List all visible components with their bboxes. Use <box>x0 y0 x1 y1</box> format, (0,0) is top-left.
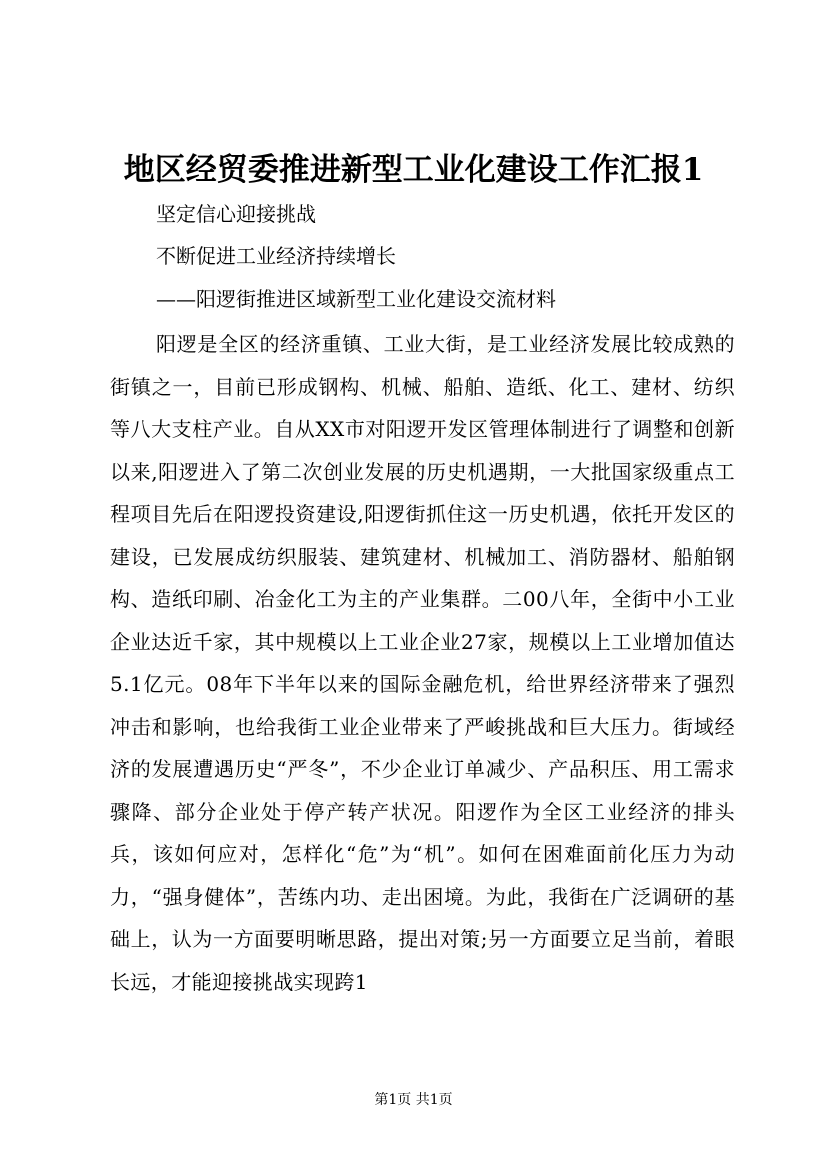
subtitle-line-1: 坚定信心迎接挑战 <box>156 202 316 226</box>
subtitle-line-2: 不断促进工业经济持续增长 <box>156 244 396 268</box>
page-footer: 第1页 共1页 <box>374 1092 453 1108</box>
subtitle-line-3: ——阳逻街推进区域新型工业化建设交流材料 <box>156 287 556 311</box>
document-title: 地区经贸委推进新型工业化建设工作汇报1 <box>123 152 704 188</box>
body-paragraph: 阳逻是全区的经济重镇、工业大街，是工业经济发展比较成熟的街镇之一，目前已形成钢构、机械、船舶、造纸、化工、建材、纺织等八大支柱产业。自从XX市对阳逻开发区管理体制进行了调整和创新以来,阳逻进入了第二次创业发展的历史机遇期，一大批国家级重点工程项目先后在阳逻投资建设,阳逻街抓住这一历史机遇，依托开发区的建设，已发展成纺织服装、建筑建材、机械加工、消防器材、船舶钢构、造纸印刷、冶金化工为主的产业集群。二00八年，全街中小工业企业达近千家，其中规模以上工业企业27家，规模以上工业增加值达5.1亿元。08年下半年以来的国际金融危机，给世界经济带来了强烈冲击和影响，也给我街工业企业带来了严峻挑战和巨大压力。街域经济的发展遭遇历史“严冬”，不少企业订单减少、产品积压、用工需求骤降、部分企业处于停产转产状况。阳逻作为全区工业经济的排头兵，该如何应对，怎样化“危”为“机”。如何在困难面前化压力为动力，“强身健体”，苦练内功、走出困境。为此，我街在广泛调研的基础上，认为一方面要明晰思路，提出对策;另一方面要立足当前，着眼长远，才能迎接挑战实现跨1 <box>110 332 735 994</box>
